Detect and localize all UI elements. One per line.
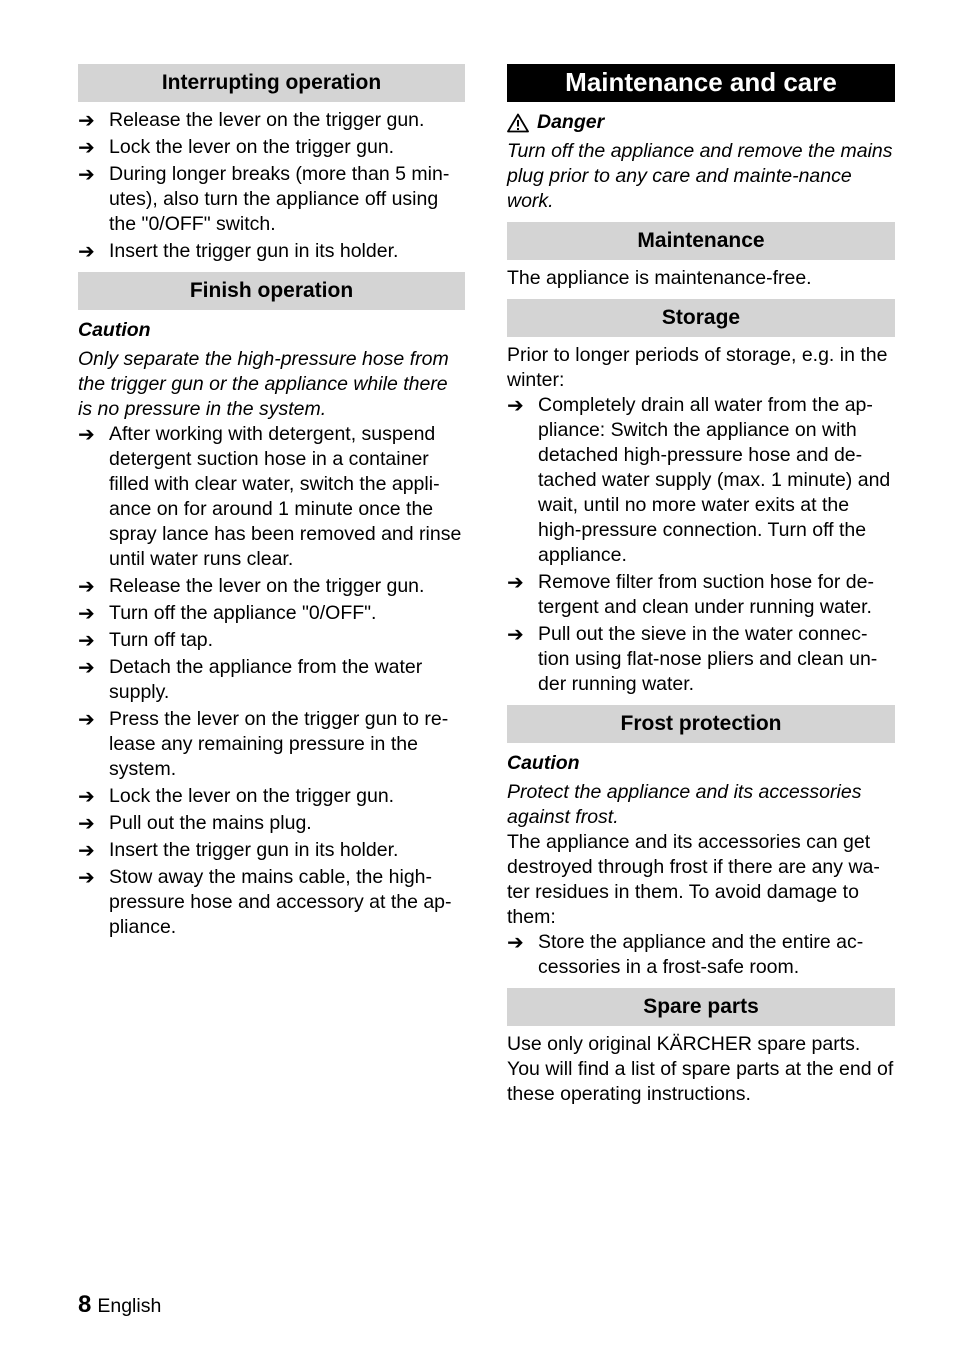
- arrow-right-icon: ➔: [78, 865, 95, 889]
- arrow-right-icon: ➔: [78, 601, 95, 625]
- arrow-right-icon: ➔: [78, 135, 95, 159]
- section-heading-interrupting-operation: Interrupting operation: [78, 64, 465, 102]
- list-item: ➔ Turn off the appliance "0/OFF".: [78, 601, 377, 625]
- list-item: ➔ During longer breaks (more than 5 min-utes), also turn the appliance off using the "0/OFF" switch.: [78, 162, 450, 235]
- arrow-right-icon: ➔: [78, 628, 95, 652]
- storage-steps-list: [507, 393, 895, 697]
- spare-parts-text: Use only original KÄRCHER spare parts. You will find a list of spare parts at the end of these operating instructions.: [507, 1033, 894, 1105]
- maintenance-text: The appliance is maintenance-free.: [507, 267, 812, 289]
- arrow-right-icon: ➔: [507, 393, 524, 417]
- footer-language: English: [97, 1295, 162, 1317]
- list-item: ➔ Lock the lever on the trigger gun.: [78, 135, 395, 159]
- arrow-right-icon: ➔: [507, 570, 524, 594]
- list-item: ➔ Lock the lever on the trigger gun.: [78, 784, 395, 808]
- list-item: ➔ Completely drain all water from the ap-pliance: Switch the appliance on with detached high-pressure hose and de-tached water supply (max. 1 minute) and wait, until no more water exits at the high-pressure connection. Turn off the appliance.: [507, 393, 891, 566]
- arrow-right-icon: ➔: [78, 784, 95, 808]
- section-heading-storage: Storage: [507, 299, 895, 337]
- caution-text: Only separate the high-pressure hose from the trigger gun or the appliance while there is no pressure in the system.: [78, 348, 449, 420]
- caution-text: Protect the appliance and its accessories against frost.: [507, 781, 862, 828]
- list-item: ➔ Pull out the sieve in the water connec-tion using flat-nose pliers and clean un-der running water.: [507, 622, 878, 695]
- caution-label: Caution: [507, 752, 580, 774]
- list-item: ➔ Release the lever on the trigger gun.: [78, 574, 425, 598]
- arrow-right-icon: ➔: [78, 162, 95, 186]
- section-heading-spare-parts: Spare parts: [507, 988, 895, 1026]
- list-item: ➔ Store the appliance and the entire ac-cessories in a frost-safe room.: [507, 930, 864, 978]
- section-heading-frost-protection: Frost protection: [507, 705, 895, 743]
- arrow-right-icon: ➔: [78, 422, 95, 446]
- arrow-right-icon: ➔: [78, 707, 95, 731]
- list-item: ➔ After working with detergent, suspend detergent suction hose in a container filled with clear water, switch the appli-ance on for around 1 minute once the spray lance has been removed and rinse until water runs clear.: [78, 422, 462, 570]
- arrow-right-icon: ➔: [507, 622, 524, 646]
- arrow-right-icon: ➔: [78, 574, 95, 598]
- section-heading-finish-operation: Finish operation: [78, 272, 465, 310]
- list-item: ➔ Press the lever on the trigger gun to re-lease any remaining pressure in the system.: [78, 707, 449, 780]
- section-heading-maintenance: Maintenance: [507, 222, 895, 260]
- arrow-right-icon: ➔: [78, 239, 95, 263]
- arrow-right-icon: ➔: [78, 811, 95, 835]
- page-footer: [78, 1292, 161, 1319]
- right-column: [507, 64, 895, 1107]
- left-column: [78, 64, 465, 942]
- arrow-right-icon: ➔: [507, 930, 524, 954]
- interrupting-steps-list: [78, 108, 465, 264]
- arrow-right-icon: ➔: [78, 838, 95, 862]
- list-item: ➔ Pull out the mains plug.: [78, 811, 312, 835]
- page-number: 8: [78, 1291, 92, 1318]
- frost-text: The appliance and its accessories can get destroyed through frost if there are any wa-ter residues in them. To avoid damage to them:: [507, 831, 880, 928]
- caution-label: Caution: [78, 319, 151, 341]
- list-item: ➔ Insert the trigger gun in its holder.: [78, 838, 399, 862]
- danger-label-row: [507, 110, 895, 135]
- warning-triangle-icon: [507, 113, 529, 133]
- arrow-right-icon: ➔: [78, 108, 95, 132]
- list-item: ➔ Release the lever on the trigger gun.: [78, 108, 425, 132]
- chapter-title: Maintenance and care: [507, 64, 895, 102]
- list-item: ➔ Insert the trigger gun in its holder.: [78, 239, 399, 263]
- storage-intro: Prior to longer periods of storage, e.g. in the winter:: [507, 344, 888, 391]
- list-item: ➔ Detach the appliance from the water supply.: [78, 655, 423, 703]
- danger-label: Danger: [537, 111, 605, 133]
- list-item: ➔ Stow away the mains cable, the high-pressure hose and accessory at the ap-pliance.: [78, 865, 452, 938]
- list-item: ➔ Turn off tap.: [78, 628, 214, 652]
- frost-steps-list: [507, 930, 895, 980]
- finish-steps-list: [78, 422, 465, 940]
- list-item: ➔ Remove filter from suction hose for de-tergent and clean under running water.: [507, 570, 874, 618]
- danger-text: Turn off the appliance and remove the mains plug prior to any care and mainte-nance work.: [507, 140, 893, 212]
- arrow-right-icon: ➔: [78, 655, 95, 679]
